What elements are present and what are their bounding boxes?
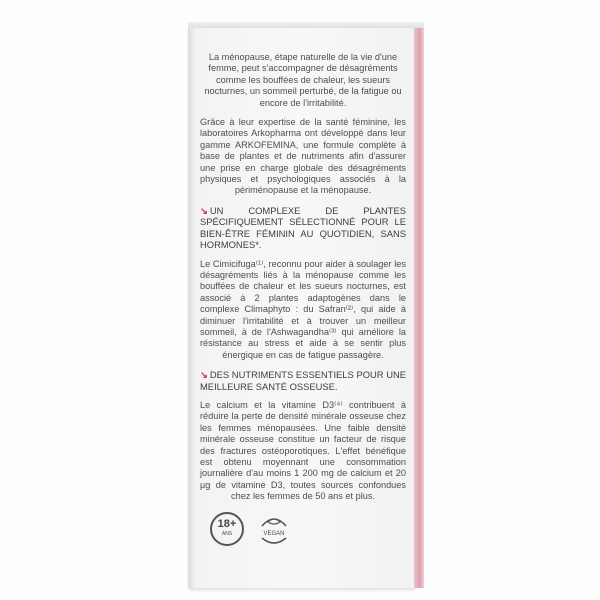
nutrients-heading	[200, 369, 406, 392]
plants-heading-text: UN COMPLEXE DE PLANTES SPÉCIFIQUEMENT SÉLECTIONNÉ POUR LE BIEN-ÊTRE FÉMININ AU QUOTIDIEN, SANS HORMONES*.	[200, 204, 406, 251]
box-text-content	[200, 52, 406, 511]
age-badge-number: 18+	[217, 518, 237, 530]
calcium-paragraph: Le calcium et la vitamine D3⁽⁴⁾ contribuent à réduire la perte de densité minérale osseuse chez les femmes ménopausées. Une faible densité minérale osseuse constitue un facteur de risque des fractures ostéoporotiques. L'effet bénéfique est obtenu moyennant une consommation journalière d'au moins 1 200 mg de calcium et 20 µg de vitamine D3, toutes sources confondues chez les femmes de 50 ans et plus.	[200, 399, 406, 502]
plants-paragraph: Le Cimicifuga⁽¹⁾, reconnu pour aider à soulager les désagréments liés à la ménopause comme les bouffées de chaleur et les sueurs nocturnes, est associé à 2 plantes adaptogènes dans le complexe Climaphyto : du Safran⁽²⁾, qui aide à diminuer l'irritabilité et à trouver un meilleur sommeil, à de l'Ashwagandha⁽³⁾ qui améliore la résistance au stress et aide à se sentir plus énergique en cas de fatigue passagère.	[200, 258, 406, 360]
age-18-plus-icon	[210, 512, 244, 546]
vegan-icon	[254, 510, 294, 550]
plants-heading	[200, 205, 406, 251]
badges-row	[210, 512, 320, 552]
box-pink-edge	[414, 28, 424, 588]
vegan-label: VEGAN	[263, 531, 285, 537]
arkopharma-paragraph: Grâce à leur expertise de la santé féminine, les laboratoires Arkopharma ont développé dans leur gamme ARKOFEMINA, une formule complète à base de plantes et de nutriments afin d'assurer une prise en charge globale des désagréments physiques et psychologiques associés à la périménopause et la ménopause.	[200, 117, 406, 196]
nutrients-heading-text: DES NUTRIMENTS ESSENTIELS POUR UNE MEILLEURE SANTÉ OSSEUSE.	[200, 369, 406, 392]
heading-marker-icon: ↘	[200, 204, 208, 216]
intro-paragraph: La ménopause, étape naturelle de la vie d'une femme, peut s'accompagner de désagréments comme les bouffées de chaleur, les sueurs nocturnes, un sommeil perturbé, de la fatigue ou encore de l'irritabilité.	[204, 52, 402, 108]
age-badge-unit: ANS	[221, 531, 233, 537]
heading-marker-icon: ↘	[200, 369, 208, 381]
